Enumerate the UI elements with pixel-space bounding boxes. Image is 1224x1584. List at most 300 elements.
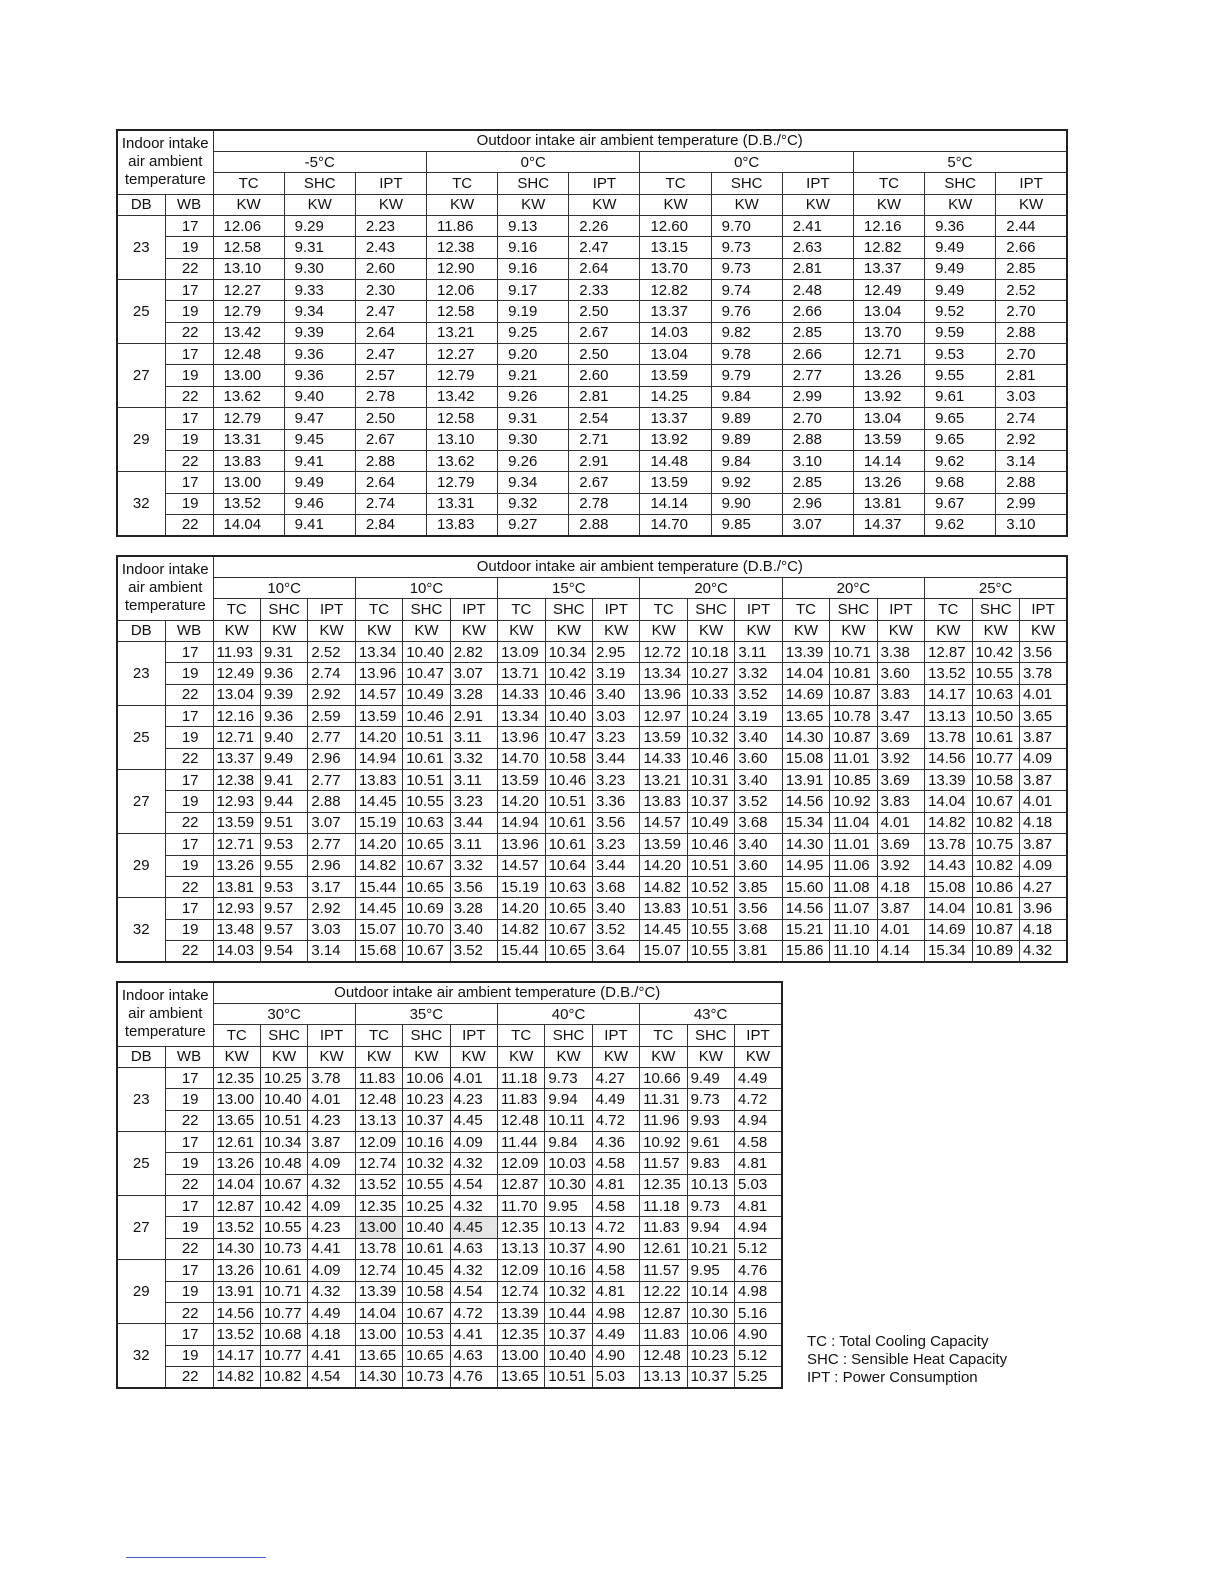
column-header-shc: SHC [403, 599, 450, 620]
table-cell: 9.57 [260, 898, 307, 919]
db-value: 25 [117, 280, 165, 344]
wb-value: 19 [165, 1217, 213, 1238]
table-cell: 2.77 [308, 834, 355, 855]
outdoor-temp-label: 40°C [497, 1003, 639, 1024]
table-cell: 3.40 [450, 919, 497, 940]
table-cell: 4.01 [308, 1089, 355, 1110]
table-cell: 13.70 [853, 322, 924, 343]
wb-value: 22 [165, 748, 213, 769]
table-cell: 14.82 [355, 855, 402, 876]
table-cell: 12.93 [213, 898, 260, 919]
table-cell: 13.59 [640, 472, 711, 493]
wb-value: 19 [165, 919, 213, 940]
table-cell: 12.48 [213, 344, 284, 365]
table-cell: 13.92 [853, 386, 924, 407]
table-cell: 4.18 [308, 1324, 355, 1345]
table-cell: 3.40 [735, 834, 782, 855]
table-cell: 9.79 [711, 365, 782, 386]
table-cell: 3.40 [593, 684, 640, 705]
table-cell: 12.16 [853, 215, 924, 236]
table-cell: 4.54 [450, 1174, 497, 1195]
table-cell: 10.25 [260, 1067, 307, 1088]
table-cell: 10.55 [403, 1174, 450, 1195]
db-value: 25 [117, 1132, 165, 1196]
table-cell: 13.83 [213, 450, 284, 471]
table-cell: 2.63 [782, 237, 853, 258]
table-cell: 4.54 [308, 1366, 355, 1387]
table-cell: 3.03 [593, 706, 640, 727]
table-cell: 10.89 [972, 940, 1019, 961]
performance-table-2 [116, 555, 1068, 963]
table-cell: 2.47 [355, 301, 426, 322]
table-cell: 5.03 [734, 1174, 781, 1195]
table-cell: 12.74 [355, 1153, 402, 1174]
table-cell: 10.86 [972, 876, 1019, 897]
table-cell: 9.19 [498, 301, 569, 322]
table-cell: 13.37 [853, 258, 924, 279]
table-cell: 13.26 [213, 855, 260, 876]
legend-item-ipt: IPT : Power Consumption [807, 1369, 978, 1386]
column-header-ipt: IPT [877, 599, 924, 620]
table-cell: 10.30 [545, 1174, 592, 1195]
table-cell: 10.34 [545, 641, 592, 662]
table-cell: 10.21 [687, 1238, 734, 1259]
table-cell: 2.92 [996, 429, 1067, 450]
table-cell: 13.59 [640, 727, 687, 748]
outdoor-temp-label: 10°C [355, 577, 497, 598]
table-cell: 12.49 [853, 280, 924, 301]
table-cell: 13.62 [426, 450, 497, 471]
outdoor-temp-label: 43°C [640, 1003, 782, 1024]
column-header-ipt: IPT [308, 599, 355, 620]
table-cell: 4.49 [734, 1067, 781, 1088]
table-cell: 10.37 [545, 1238, 592, 1259]
table-cell: 4.18 [1019, 812, 1067, 833]
column-header-ipt: IPT [355, 173, 426, 194]
table-cell: 14.20 [355, 727, 402, 748]
table-cell: 10.81 [830, 663, 877, 684]
table-cell: 9.27 [498, 514, 569, 535]
table-cell: 2.41 [782, 215, 853, 236]
table-cell: 14.04 [925, 898, 972, 919]
column-header-ipt: IPT [308, 1025, 355, 1046]
table-cell: 9.39 [260, 684, 307, 705]
unit-label: KW [355, 1046, 402, 1067]
table-cell: 9.25 [498, 322, 569, 343]
table-cell: 3.23 [593, 727, 640, 748]
table-cell: 12.72 [640, 641, 687, 662]
table-cell: 12.61 [640, 1238, 687, 1259]
column-header-tc: TC [497, 1025, 544, 1046]
table-cell: 13.83 [355, 770, 402, 791]
table-cell: 9.53 [260, 834, 307, 855]
table-cell: 3.85 [735, 876, 782, 897]
table-cell: 3.87 [1019, 727, 1067, 748]
table-cell: 4.09 [1019, 748, 1067, 769]
table-cell: 10.40 [545, 706, 592, 727]
wb-header: WB [165, 1046, 213, 1067]
table-cell: 2.60 [569, 365, 640, 386]
table-cell: 9.95 [687, 1260, 734, 1281]
table-cell: 13.00 [213, 1089, 260, 1110]
table-cell: 4.63 [450, 1345, 497, 1366]
table-cell: 10.63 [972, 684, 1019, 705]
table-cell: 2.92 [308, 684, 355, 705]
unit-label: KW [355, 620, 402, 641]
table-cell: 2.52 [996, 280, 1067, 301]
table-cell: 14.57 [355, 684, 402, 705]
table-cell: 2.82 [450, 641, 497, 662]
table-cell: 14.95 [782, 855, 829, 876]
unit-label: KW [260, 1046, 307, 1067]
table-cell: 13.59 [853, 429, 924, 450]
wb-value: 17 [165, 1132, 213, 1153]
table-cell: 9.53 [925, 344, 996, 365]
unit-label: KW [213, 620, 260, 641]
unit-label: KW [853, 194, 924, 215]
table-cell: 13.96 [498, 727, 545, 748]
table-cell: 13.04 [853, 301, 924, 322]
unit-label: KW [592, 1046, 639, 1067]
unit-label: KW [213, 194, 284, 215]
table-cell: 4.94 [734, 1217, 781, 1238]
wb-value: 22 [165, 1110, 213, 1131]
table-cell: 11.86 [426, 215, 497, 236]
table-cell: 13.65 [782, 706, 829, 727]
wb-value: 19 [165, 429, 213, 450]
column-header-ipt: IPT [569, 173, 640, 194]
table-cell: 3.65 [1019, 706, 1067, 727]
wb-value: 17 [165, 1067, 213, 1088]
table-cell: 10.75 [972, 834, 1019, 855]
table-cell: 10.06 [687, 1324, 734, 1345]
table-cell: 10.25 [403, 1196, 450, 1217]
table-cell: 10.70 [403, 919, 450, 940]
table-cell: 15.19 [498, 876, 545, 897]
table-cell: 13.42 [426, 386, 497, 407]
unit-label: KW [640, 620, 687, 641]
wb-value: 17 [165, 408, 213, 429]
table-cell: 2.85 [782, 472, 853, 493]
table-cell: 13.81 [853, 493, 924, 514]
table-cell: 14.82 [498, 919, 545, 940]
outdoor-temp-label: 30°C [213, 1003, 355, 1024]
wb-value: 19 [165, 791, 213, 812]
table-cell: 12.09 [355, 1132, 402, 1153]
table-cell: 11.18 [497, 1067, 544, 1088]
table-cell: 4.01 [1019, 684, 1067, 705]
table-cell: 3.32 [735, 663, 782, 684]
table-cell: 10.61 [403, 748, 450, 769]
table-cell: 13.04 [640, 344, 711, 365]
table-cell: 10.46 [687, 834, 734, 855]
table-cell: 4.49 [592, 1324, 639, 1345]
table-cell: 4.23 [308, 1217, 355, 1238]
table-cell: 13.39 [497, 1302, 544, 1323]
table-cell: 13.91 [213, 1281, 260, 1302]
table-cell: 4.18 [877, 876, 924, 897]
table-cell: 9.57 [260, 919, 307, 940]
table-cell: 14.03 [213, 940, 260, 961]
table-cell: 9.82 [711, 322, 782, 343]
table-cell: 10.65 [403, 1345, 450, 1366]
table-cell: 10.65 [545, 898, 592, 919]
table-cell: 14.56 [213, 1302, 260, 1323]
table-cell: 2.88 [355, 450, 426, 471]
table-cell: 2.43 [355, 237, 426, 258]
table-cell: 13.65 [497, 1366, 544, 1387]
table-cell: 4.45 [450, 1217, 497, 1238]
table-cell: 2.85 [782, 322, 853, 343]
column-header-tc: TC [640, 1025, 687, 1046]
table-cell: 9.84 [545, 1132, 592, 1153]
unit-label: KW [450, 1046, 497, 1067]
wb-value: 22 [165, 258, 213, 279]
table-cell: 14.04 [782, 663, 829, 684]
table-cell: 13.37 [213, 748, 260, 769]
unit-label: KW [711, 194, 782, 215]
db-value: 27 [117, 344, 165, 408]
table-cell: 14.17 [213, 1345, 260, 1366]
unit-label: KW [640, 1046, 687, 1067]
table-cell: 3.68 [735, 919, 782, 940]
db-header: DB [117, 194, 165, 215]
column-header-tc: TC [640, 599, 687, 620]
table-cell: 10.77 [260, 1302, 307, 1323]
table-cell: 10.46 [687, 748, 734, 769]
table-cell: 13.65 [355, 1345, 402, 1366]
table-cell: 12.71 [213, 834, 260, 855]
outdoor-temp-label: -5°C [213, 151, 426, 172]
table-cell: 10.87 [972, 919, 1019, 940]
table-cell: 3.10 [782, 450, 853, 471]
table-cell: 4.41 [308, 1238, 355, 1259]
table-cell: 11.04 [830, 812, 877, 833]
column-header-tc: TC [925, 599, 972, 620]
unit-label: KW [972, 620, 1019, 641]
table-cell: 9.94 [687, 1217, 734, 1238]
table-cell: 13.00 [355, 1217, 402, 1238]
table-cell: 14.82 [213, 1366, 260, 1387]
table-cell: 13.42 [213, 322, 284, 343]
table-cell: 9.30 [284, 258, 355, 279]
table-cell: 2.88 [782, 429, 853, 450]
table-cell: 13.78 [925, 834, 972, 855]
table-cell: 10.81 [972, 898, 1019, 919]
table-cell: 3.96 [1019, 898, 1067, 919]
table-cell: 10.61 [403, 1238, 450, 1259]
outdoor-temp-label: 25°C [925, 577, 1068, 598]
table-cell: 3.64 [593, 940, 640, 961]
table-cell: 12.79 [213, 408, 284, 429]
table-cell: 13.59 [355, 706, 402, 727]
wb-value: 22 [165, 1302, 213, 1323]
table-cell: 3.11 [735, 641, 782, 662]
table-cell: 15.86 [782, 940, 829, 961]
table-cell: 4.76 [450, 1366, 497, 1387]
table-cell: 10.34 [260, 1132, 307, 1153]
table-cell: 9.46 [284, 493, 355, 514]
table-cell: 4.14 [877, 940, 924, 961]
table-cell: 10.49 [403, 684, 450, 705]
table-cell: 11.57 [640, 1153, 687, 1174]
table-cell: 13.96 [640, 684, 687, 705]
table-cell: 10.11 [545, 1110, 592, 1131]
table-cell: 9.73 [711, 258, 782, 279]
table-cell: 3.36 [593, 791, 640, 812]
table-cell: 3.11 [450, 770, 497, 791]
table-cell: 13.10 [213, 258, 284, 279]
table-cell: 10.32 [545, 1281, 592, 1302]
table-cell: 13.59 [640, 365, 711, 386]
table-cell: 14.37 [853, 514, 924, 535]
outdoor-temp-label: 10°C [213, 577, 355, 598]
table-cell: 13.83 [640, 898, 687, 919]
db-value: 29 [117, 834, 165, 898]
table-cell: 13.52 [925, 663, 972, 684]
table-cell: 11.57 [640, 1260, 687, 1281]
table-cell: 4.41 [308, 1345, 355, 1366]
wb-value: 22 [165, 940, 213, 961]
table-cell: 12.71 [213, 727, 260, 748]
table-cell: 9.83 [687, 1153, 734, 1174]
column-header-ipt: IPT [996, 173, 1067, 194]
table-cell: 10.49 [687, 812, 734, 833]
table-cell: 3.69 [877, 727, 924, 748]
table-cell: 10.40 [545, 1345, 592, 1366]
table-cell: 4.32 [450, 1260, 497, 1281]
table-cell: 15.08 [925, 876, 972, 897]
unit-label: KW [640, 194, 711, 215]
db-value: 27 [117, 1196, 165, 1260]
unit-label: KW [1019, 620, 1067, 641]
table-cell: 12.58 [426, 301, 497, 322]
wb-value: 17 [165, 280, 213, 301]
table-cell: 10.64 [545, 855, 592, 876]
table-cell: 2.26 [569, 215, 640, 236]
unit-label: KW [782, 194, 853, 215]
table-cell: 13.13 [925, 706, 972, 727]
table-cell: 3.60 [877, 663, 924, 684]
table-cell: 11.07 [830, 898, 877, 919]
table-cell: 4.32 [1019, 940, 1067, 961]
db-value: 32 [117, 1324, 165, 1388]
table-cell: 9.65 [925, 429, 996, 450]
table-cell: 15.44 [498, 940, 545, 961]
table-cell: 9.54 [260, 940, 307, 961]
table-cell: 2.77 [308, 727, 355, 748]
table-cell: 10.55 [687, 919, 734, 940]
table-cell: 10.58 [545, 748, 592, 769]
table-cell: 4.36 [592, 1132, 639, 1153]
table-cell: 10.92 [640, 1132, 687, 1153]
table-cell: 2.88 [996, 472, 1067, 493]
db-value: 29 [117, 1260, 165, 1324]
wb-header: WB [165, 620, 213, 641]
table-cell: 14.30 [782, 834, 829, 855]
table-cell: 11.93 [213, 641, 260, 662]
table-cell: 10.77 [972, 748, 1019, 769]
table-cell: 10.30 [687, 1302, 734, 1323]
column-header-tc: TC [355, 1025, 402, 1046]
wb-value: 17 [165, 641, 213, 662]
table-cell: 10.33 [687, 684, 734, 705]
table-cell: 11.10 [830, 940, 877, 961]
table-cell: 10.32 [687, 727, 734, 748]
table-cell: 14.82 [925, 812, 972, 833]
table-cell: 10.51 [545, 791, 592, 812]
table-cell: 10.67 [403, 1302, 450, 1323]
table-cell: 10.65 [403, 834, 450, 855]
wb-value: 19 [165, 855, 213, 876]
table-cell: 9.36 [260, 706, 307, 727]
unit-label: KW [782, 620, 829, 641]
wb-value: 17 [165, 472, 213, 493]
unit-label: KW [830, 620, 877, 641]
table-cell: 11.10 [830, 919, 877, 940]
table-cell: 10.42 [545, 663, 592, 684]
table-cell: 13.81 [213, 876, 260, 897]
table-cell: 4.01 [450, 1067, 497, 1088]
table-cell: 9.21 [498, 365, 569, 386]
table-cell: 14.70 [498, 748, 545, 769]
table-cell: 9.49 [260, 748, 307, 769]
table-cell: 13.09 [498, 641, 545, 662]
table-cell: 13.70 [640, 258, 711, 279]
outdoor-temp-label: 20°C [782, 577, 924, 598]
table-cell: 2.71 [569, 429, 640, 450]
column-header-ipt: IPT [450, 599, 497, 620]
table-cell: 3.17 [308, 876, 355, 897]
table-cell: 11.83 [640, 1324, 687, 1345]
table-cell: 12.06 [213, 215, 284, 236]
column-header-ipt: IPT [593, 599, 640, 620]
table-cell: 10.71 [260, 1281, 307, 1302]
wb-value: 17 [165, 1196, 213, 1217]
table-cell: 14.56 [782, 898, 829, 919]
table-cell: 5.12 [734, 1345, 781, 1366]
table-cell: 3.87 [877, 898, 924, 919]
table-cell: 3.56 [593, 812, 640, 833]
table-cell: 14.20 [498, 898, 545, 919]
table-cell: 12.09 [497, 1260, 544, 1281]
table-cell: 13.59 [640, 834, 687, 855]
table-cell: 14.69 [925, 919, 972, 940]
table-cell: 3.47 [877, 706, 924, 727]
table-cell: 9.49 [687, 1067, 734, 1088]
table-cell: 10.51 [403, 770, 450, 791]
table-cell: 9.73 [687, 1196, 734, 1217]
table-cell: 13.04 [213, 684, 260, 705]
table-cell: 10.37 [545, 1324, 592, 1345]
table-cell: 10.47 [403, 663, 450, 684]
table-cell: 9.36 [284, 344, 355, 365]
wb-value: 17 [165, 344, 213, 365]
table-cell: 14.04 [355, 1302, 402, 1323]
column-header-shc: SHC [687, 1025, 734, 1046]
db-value: 25 [117, 706, 165, 770]
unit-label: KW [498, 194, 569, 215]
table-cell: 13.91 [782, 770, 829, 791]
table-cell: 9.68 [925, 472, 996, 493]
table-cell: 2.74 [996, 408, 1067, 429]
table-cell: 12.09 [497, 1153, 544, 1174]
table-cell: 4.23 [450, 1089, 497, 1110]
table-cell: 4.90 [734, 1324, 781, 1345]
table-cell: 12.74 [355, 1260, 402, 1281]
table-cell: 3.14 [308, 940, 355, 961]
table-cell: 10.67 [972, 791, 1019, 812]
